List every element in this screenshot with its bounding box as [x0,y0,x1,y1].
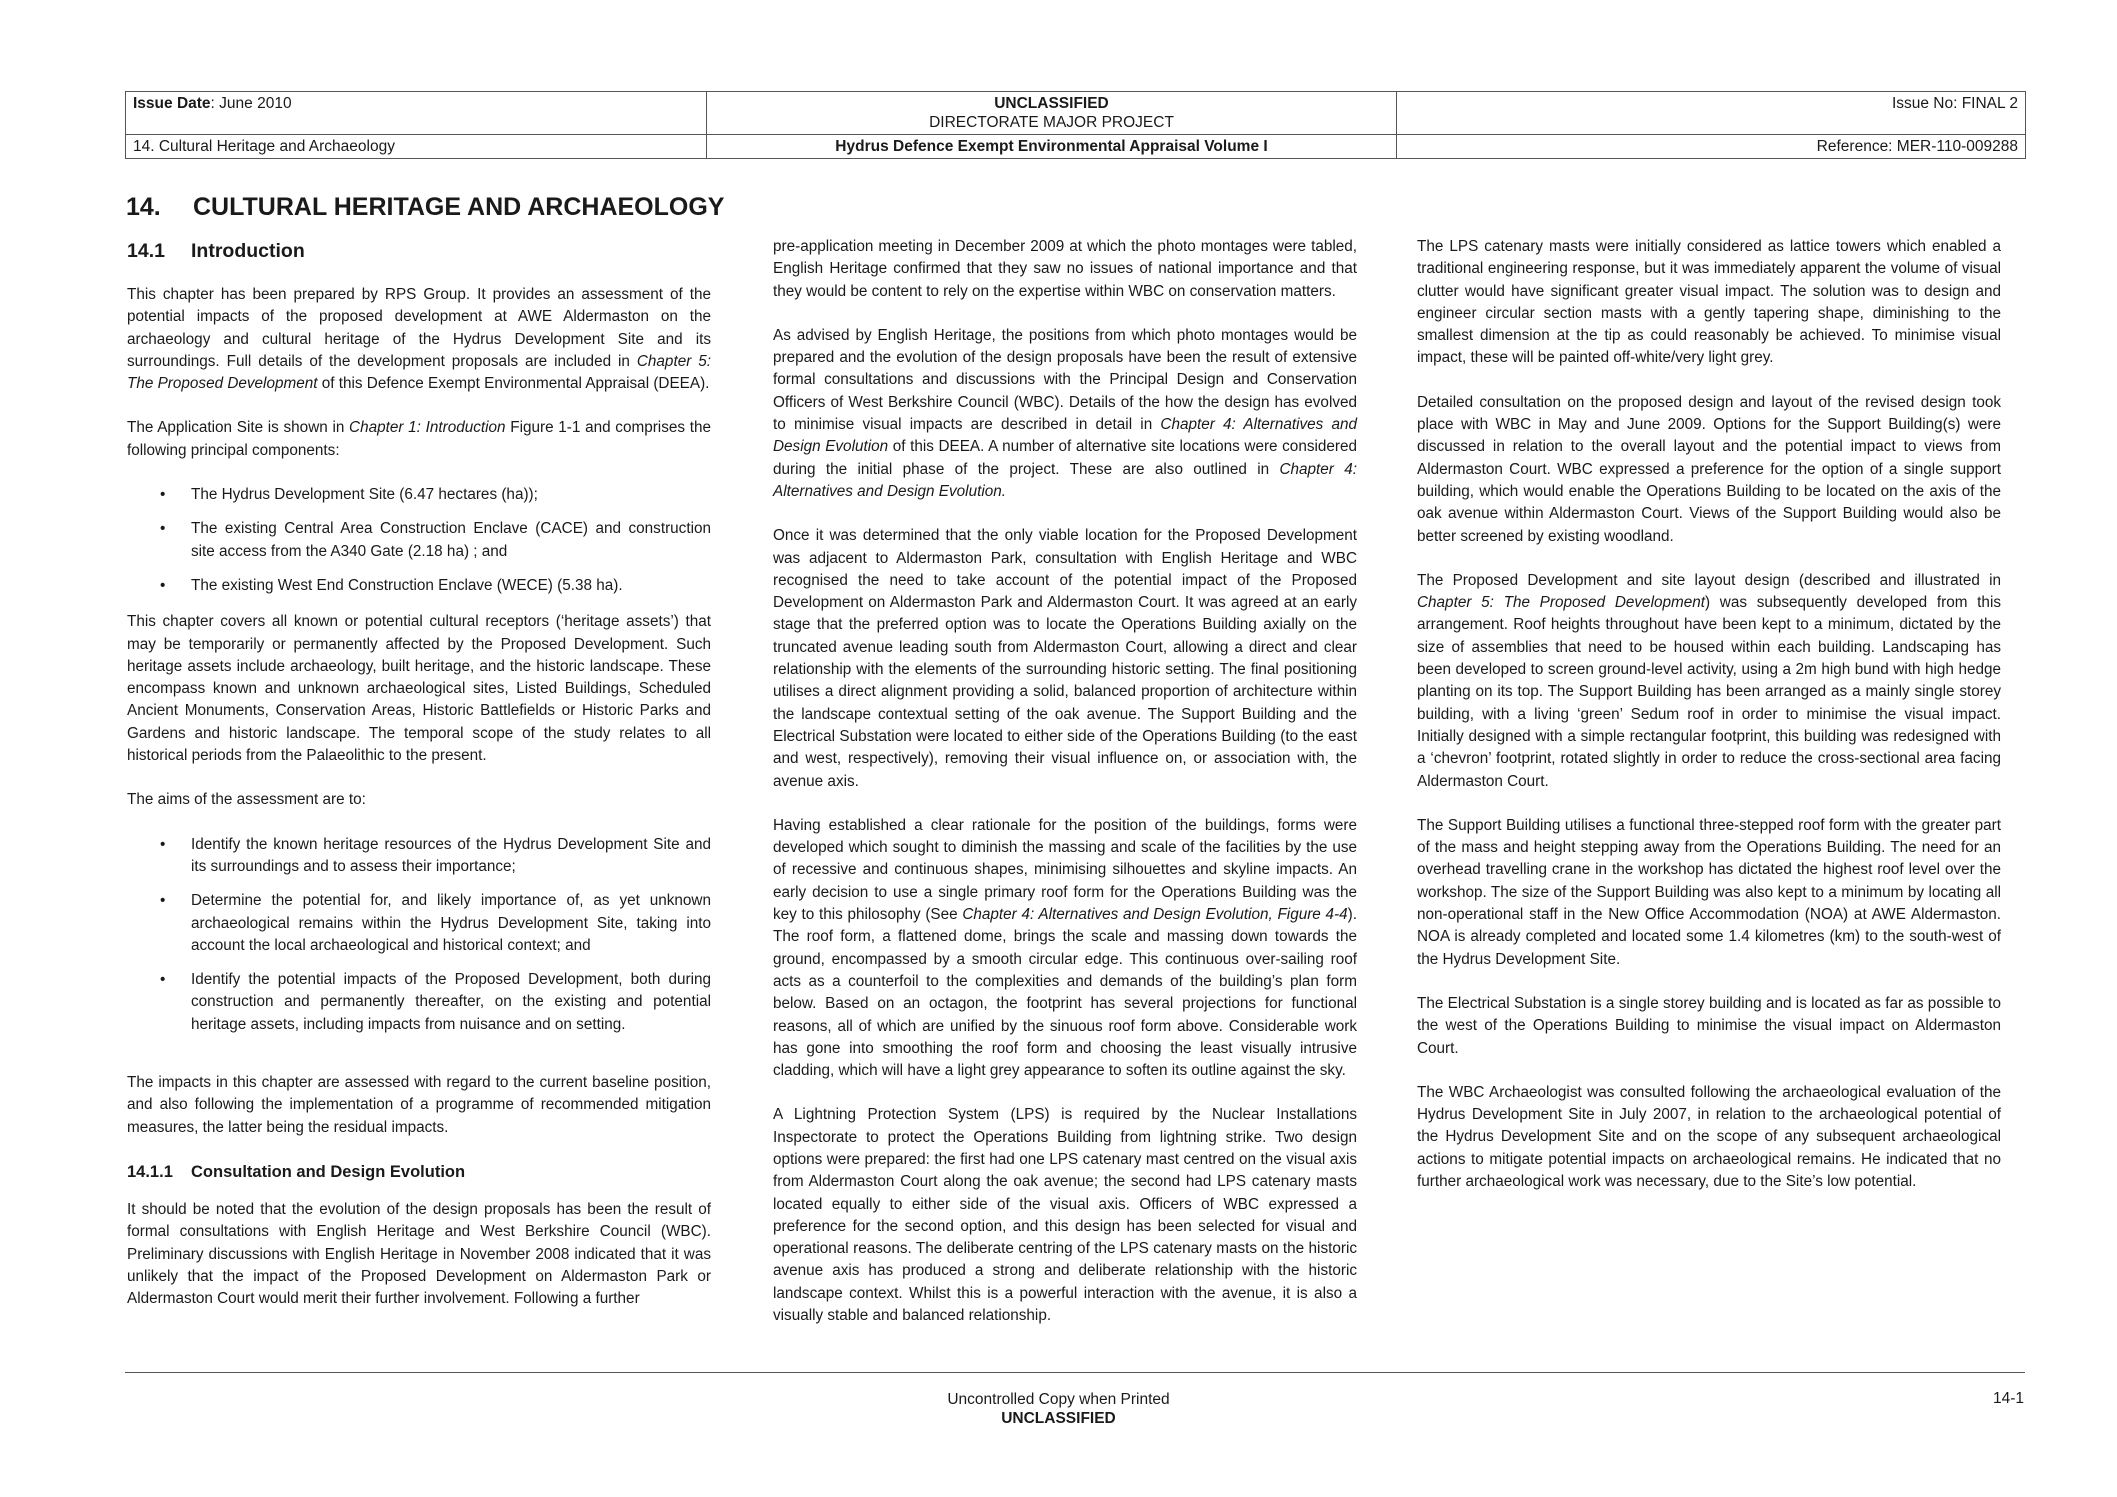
column-1 [127,238,711,1332]
paragraph: This chapter has been prepared by RPS Group. It provides an assessment of the potential impacts of the proposed development at AWE Aldermaston on the archaeology and cultural heritage of the Hydrus Development Site and its surroundings. Full details of the development proposals are included in Chapter 5: The Proposed Development of this Defence Exempt Environmental Appraisal (DEEA). [127,286,711,393]
paragraph: This chapter covers all known or potential cultural receptors (‘heritage assets’) that may be temporarily or permanently affected by the Proposed Development. Such heritage assets include archaeology, built heritage, and the historic landscape. These encompass known and unknown archaeological sites, Listed Buildings, Scheduled Ancient Monuments, Conservation Areas, Historic Battlefields or Historic Parks and Gardens and historic landscape. The temporal scope of the study relates to all historical periods from the Palaeolithic to the present. [127,613,711,765]
list-item: • Determine the potential for, and likely importance of, as yet unknown archaeological remains within the Hydrus Development Site, taking into account the local archaeological and historical context; and [127,890,711,957]
column-3 [1417,236,2001,1215]
chapter-heading: 14. CULTURAL HERITAGE AND ARCHAEOLOGY [126,193,725,221]
paragraph: The LPS catenary masts were initially considered as lattice towers which enabled a traditional engineering response, but it was immediately apparent the volume of visual clutter would have significant greater visual impact. The solution was to design and engineer circular section masts with a gently tapering shape, diminishing to the smallest dimension at the tip as could reasonably be achieved. To minimise visual impact, these will be painted off-white/very light grey. [1417,238,2001,367]
paragraph: The aims of the assessment are to: [127,791,366,809]
document-title: Hydrus Defence Exempt Environmental Appraisal Volume I [707,135,1397,159]
list-item: • Identify the potential impacts of the Proposed Development, both during construction and permanently thereafter, on the existing and potential heritage assets, including impacts from nuisance and on setting. [127,969,711,1036]
list-item: • Identify the known heritage resources of the Hydrus Development Site and its surroundings and to assess their importance; [127,834,711,879]
paragraph: It should be noted that the evolution of the design proposals has been the result of formal consultations with English Heritage and West Berkshire Council (WBC). Preliminary discussions with English Heritage in November 2008 indicated that it was unlikely that the impact of the Proposed Development on Aldermaston Park or Aldermaston Court would merit their further involvement. Following a further [127,1200,711,1308]
paragraph: Once it was determined that the only viable location for the Proposed Development was adjacent to Aldermaston Park, consultation with English Heritage and WBC recognised the need to take account of the potential impact of the Proposed Development on Aldermaston Park and Aldermaston Court. It was agreed at an early stage that the preferred option was to locate the Operations Building axially on the truncated avenue leading south from Aldermaston Court, allowing a direct and clear relationship with the elements of the surrounding historic setting. The final positioning utilises a direct alignment providing a solid, balanced proportion of architecture within the landscape contextual setting of the oak avenue. The Support Building and the Electrical Substation were located to either side of the Operations Building (to the east and west, respectively), removing their visual influence on, or association with, the avenue axis. [773,527,1357,790]
issue-number: Issue No: FINAL 2 [1397,92,2026,135]
paragraph: A Lightning Protection System (LPS) is required by the Nuclear Installations Inspectorate to protect the Operations Building from lightning strike. Two design options were prepared: the first had one LPS catenary mast centred on the visual axis from Aldermaston Court along the oak avenue; the second had LPS catenary masts located equally to either side of the visual axis. Officers of WBC expressed a preference for the second option, and this design has been selected for visual and operational reasons. The deliberate centring of the LPS catenary masts on the historic avenue axis has produced a strong and deliberate relationship with the historic landscape context. Whilst this is a powerful interaction with the avenue, it is also a visually stable and balanced relationship. [773,1106,1357,1325]
column-2 [773,236,1357,1349]
classification-label: UNCLASSIFIED [994,95,1109,112]
directorate-label: DIRECTORATE MAJOR PROJECT [929,114,1174,131]
aims-list [127,834,711,1036]
paragraph: Having established a clear rationale for the position of the buildings, forms were developed which sought to diminish the massing and scale of the facilities by the use of recessive and continuous shapes, minimising silhouettes and skyline impacts. An early decision to use a single primary roof form for the Operations Building was the key to this philosophy (See Chapter 4: Alternatives and Design Evolution, Figure 4-4). The roof form, a flattened dome, brings the scale and massing down towards the ground, encompassed by a smooth circular edge. This continuous over-sailing roof acts as a counterfoil to the complexities and demands of the building’s plan form below. Based on an octagon, the footprint has several projections for functional reasons, all of which are unified by the sinuous roof form above. Considerable work has gone into smoothing the roof form and choosing the least visually intrusive cladding, which will have a light grey appearance to soften its outline against the sky. [773,816,1357,1080]
classification-cell [707,92,1397,135]
document-header [125,91,2026,159]
footer-rule [125,1372,2025,1373]
list-item: • The existing West End Construction Enclave (WECE) (5.38 ha). [127,575,711,597]
paragraph: As advised by English Heritage, the positions from which photo montages would be prepared and the evolution of the design proposals have been the result of extensive formal consultations and discussions with the Principal Design and Conservation Officers of West Berkshire Council (WBC). Details of the how the design has evolved to minimise visual impacts are described in detail in Chapter 4: Alternatives and Design Evolution of this DEEA. A number of alternative site locations were considered during the initial phase of the project. These are also outlined in Chapter 4: Alternatives and Design Evolution. [773,326,1357,500]
paragraph: The Electrical Substation is a single storey building and is located as far as possible to the west of the Operations Building to minimise the visual impact on Aldermaston Court. [1417,994,2001,1057]
components-list [127,484,711,597]
reference-number: Reference: MER-110-009288 [1397,135,2026,159]
paragraph: The Application Site is shown in Chapter 1: Introduction Figure 1-1 and comprises the following principal components: [127,419,711,459]
section-heading: 14.1 Introduction [127,240,305,262]
footer-copy-notice: Uncontrolled Copy when Printed [947,1391,1170,1408]
page-number: 14-1 [1992,1390,2024,1407]
paragraph: The Proposed Development and site layout design (described and illustrated in Chapter 5: The Proposed Development) was subsequently developed from this arrangement. Roof heights throughout have been kept to a minimum, dictated by the size of assemblies that need to be housed within each building. Landscaping has been developed to screen ground-level activity, using a 2m high bund with high hedge planting on its top. The Support Building has been arranged as a mainly single storey building, with a living ‘green’ Sedum roof in order to minimise the visual impact. Initially designed with a simple rectangular footprint, this building was redesigned with a ‘chevron’ footprint, rotated slightly in order to reduce the cross-sectional area facing Aldermaston Court. [1417,571,2001,790]
paragraph: The WBC Archaeologist was consulted following the archaeological evaluation of the Hydrus Development Site in July 2007, in relation to the archaeological potential of the Hydrus Development Site and on the scope of any subsequent archaeological actions to mitigate potential impacts on archaeological remains. He indicated that no further archaeological work was necessary, due to the Site’s low potential. [1417,1083,2001,1190]
paragraph: Detailed consultation on the proposed design and layout of the revised design took place with WBC in May and June 2009. Options for the Support Building(s) were discussed in relation to the overall layout and the potential impact to views from Aldermaston Court. WBC expressed a preference for the option of a single support building, which would enable the Operations Building to be located on the axis of the oak avenue within Aldermaston Court. Views of the Support Building would also be better screened by existing woodland. [1417,393,2001,545]
issue-date: Issue Date: June 2010 [126,92,707,135]
footer [0,1390,2117,1428]
footer-classification: UNCLASSIFIED [1001,1410,1116,1427]
list-item: • The existing Central Area Construction Enclave (CACE) and construction site access from the A340 Gate (2.18 ha) ; and [127,518,711,563]
paragraph: The impacts in this chapter are assessed with regard to the current baseline position, and also following the implementation of a programme of recommended mitigation measures, the latter being the residual impacts. [127,1074,711,1136]
list-item: • The Hydrus Development Site (6.47 hectares (ha)); [127,484,711,506]
paragraph: The Support Building utilises a functional three-stepped roof form with the greater part of the mass and height stepping away from the Operations Building. The need for an overhead travelling crane in the workshop has dictated the highest roof level over the workshop. The size of the Support Building was also kept to a minimum by locating all non-operational staff in the New Office Accommodation (NOA) at AWE Aldermaston. NOA is already completed and located some 1.4 kilometres (km) to the south-west of the Hydrus Development Site. [1417,816,2001,968]
subsection-heading: 14.1.1 Consultation and Design Evolution [127,1162,466,1181]
chapter-label: 14. Cultural Heritage and Archaeology [126,135,707,159]
paragraph: pre-application meeting in December 2009 at which the photo montages were tabled, English Heritage confirmed that they saw no issues of national importance and that they would be content to rely on the expertise within WBC on conservation matters. [773,238,1357,300]
